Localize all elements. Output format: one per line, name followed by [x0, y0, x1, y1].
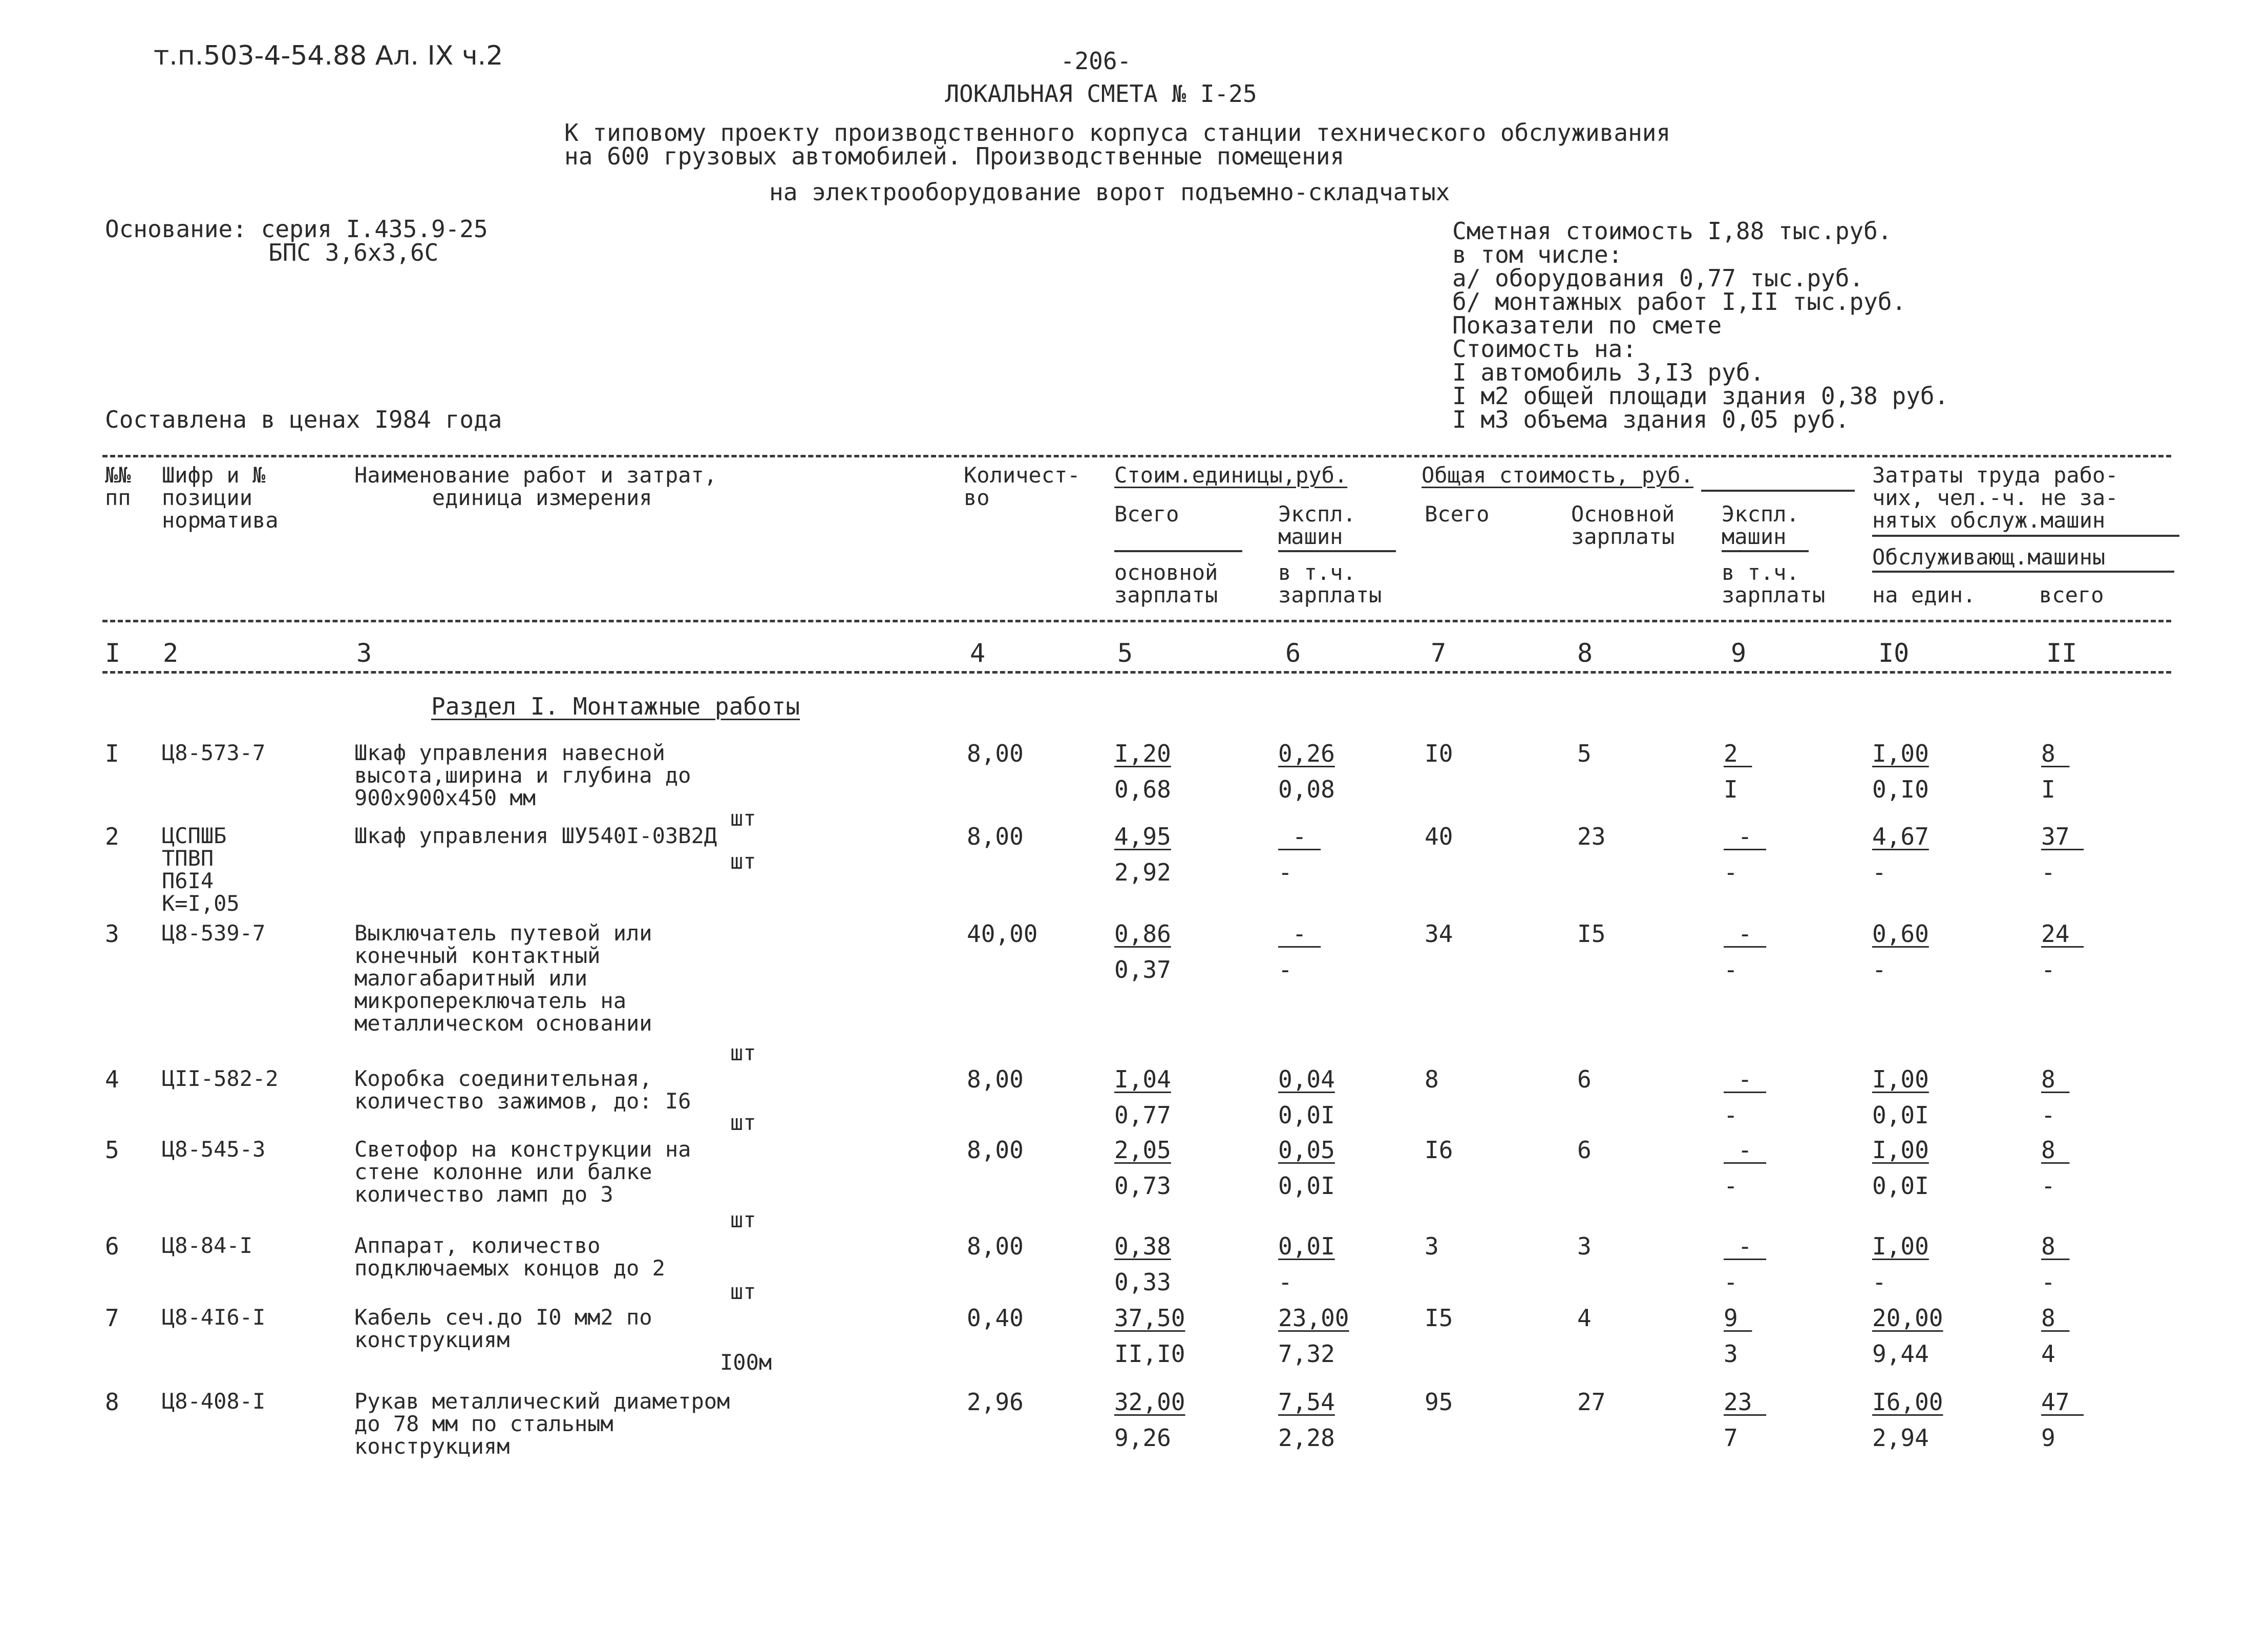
column-numbers-rule — [102, 671, 2171, 674]
cost-summary-line: Стоимость на: — [1452, 335, 1637, 363]
row-total-machines: 9 — [1724, 1304, 1752, 1332]
cost-summary-line: Показатели по смете — [1452, 311, 1722, 339]
row-quantity: 2,96 — [967, 1388, 1024, 1416]
row-unit-cost-total: 0,86 — [1114, 920, 1171, 948]
row-total-cost: I6 — [1425, 1136, 1453, 1164]
subtitle-line-1: К типовому проекту производственного корпуса станции технического обслуживания — [564, 119, 1671, 146]
row-total-machines-salary: - — [1724, 1268, 1738, 1296]
row-total-cost: I0 — [1425, 740, 1453, 767]
header-unit-total: Всего — [1114, 501, 1179, 527]
row-labor-per-unit-machines: 0,0I — [1872, 1101, 1929, 1129]
row-unit-cost-salary: 0,68 — [1114, 776, 1171, 803]
row-total-salary: 3 — [1577, 1232, 1592, 1260]
column-number: 4 — [970, 638, 986, 668]
column-number: 7 — [1431, 638, 1447, 668]
row-unit-cost-total: I,20 — [1114, 740, 1171, 767]
row-total-machines-salary: I — [1724, 776, 1738, 803]
row-quantity: 8,00 — [967, 1065, 1024, 1093]
column-number: 9 — [1731, 638, 1747, 668]
row-labor-total-machines: 4 — [2041, 1340, 2055, 1368]
row-labor-total-machines: - — [2041, 1172, 2055, 1200]
row-labor-per-unit-machines: - — [1872, 858, 1887, 886]
row-unit-cost-total: 32,00 — [1114, 1388, 1185, 1416]
row-unit: шт — [730, 1040, 756, 1065]
row-unit-cost-machines: 0,05 — [1278, 1136, 1335, 1164]
row-total-machines: - — [1724, 1232, 1767, 1260]
row-total-cost: 8 — [1425, 1065, 1439, 1093]
row-unit-cost-machines: 7,54 — [1278, 1388, 1335, 1416]
row-name: Выключатель путевой или конечный контактный малогабаритный или микропереключатель на металлическом основании — [354, 920, 652, 1036]
row-labor-total: 47 — [2041, 1388, 2084, 1416]
row-labor-per-unit: 0,60 — [1872, 920, 1929, 948]
row-number: 8 — [105, 1388, 119, 1416]
row-labor-per-unit-machines: 9,44 — [1872, 1340, 1929, 1368]
row-unit-cost-salary: 0,73 — [1114, 1172, 1171, 1200]
unit-total-rule — [1114, 550, 1242, 552]
row-unit-cost-machines: 0,26 — [1278, 740, 1335, 767]
header-col-quantity: Количест- во — [964, 463, 1080, 510]
row-total-machines-salary: - — [1724, 956, 1738, 983]
row-unit-cost-total: 2,05 — [1114, 1136, 1171, 1164]
row-name: Кабель сеч.до I0 мм2 по конструкциям — [354, 1305, 652, 1352]
row-labor-total-machines: - — [2041, 1101, 2055, 1129]
object-line: на электрооборудование ворот подъемно-складчатых — [769, 178, 1450, 206]
row-labor-total-machines: - — [2041, 858, 2055, 886]
row-name: Коробка соединительная, количество зажимов, до: I6 — [354, 1066, 691, 1114]
row-quantity: 8,00 — [967, 740, 1024, 767]
row-number: 5 — [105, 1136, 119, 1164]
header-col-name: Наименование работ и затрат, единица измерения — [354, 463, 717, 510]
row-unit-cost-machines: 0,0I — [1278, 1232, 1335, 1260]
row-total-cost: 95 — [1425, 1388, 1453, 1416]
row-unit-cost-machines-salary: 0,0I — [1278, 1101, 1335, 1129]
document-reference-code: т.п.503-4-54.88 Ал. IX ч.2 — [154, 40, 503, 71]
row-labor-total-machines: - — [2041, 956, 2055, 983]
column-number: I — [105, 638, 121, 668]
row-total-salary: 23 — [1577, 823, 1606, 850]
total-machines-rule — [1722, 550, 1809, 552]
row-unit: шт — [730, 849, 756, 874]
row-unit-cost-machines-salary: - — [1278, 858, 1292, 886]
cost-summary-line: в том числе: — [1452, 241, 1623, 268]
row-total-machines: 23 — [1724, 1388, 1767, 1416]
row-total-machines: 2 — [1724, 740, 1752, 767]
header-unit-machines-salary: в т.ч. зарплаты — [1278, 560, 1382, 607]
header-col-number: №№ пп — [105, 463, 131, 510]
cost-summary-line: а/ оборудования 0,77 тыс.руб. — [1452, 264, 1864, 292]
unit-machines-rule — [1278, 550, 1396, 552]
row-unit-cost-machines-salary: - — [1278, 1268, 1292, 1296]
row-labor-per-unit: 4,67 — [1872, 823, 1929, 850]
header-total-machines: Экспл. машин — [1722, 501, 1799, 549]
column-number: 6 — [1285, 638, 1301, 668]
row-labor-per-unit: I,00 — [1872, 1136, 1929, 1164]
row-total-salary: I5 — [1577, 920, 1606, 948]
total-cost-group-rule — [1701, 490, 1855, 492]
row-labor-per-unit: I6,00 — [1872, 1388, 1943, 1416]
row-unit-cost-machines: - — [1278, 823, 1321, 850]
row-total-salary: 4 — [1577, 1304, 1592, 1332]
row-quantity: 8,00 — [967, 823, 1024, 850]
row-unit-cost-total: 37,50 — [1114, 1304, 1185, 1332]
row-labor-total: 8 — [2041, 1065, 2070, 1093]
row-labor-per-unit-machines: 2,94 — [1872, 1424, 1929, 1452]
column-number: I0 — [1878, 638, 1910, 668]
row-labor-per-unit: I,00 — [1872, 1232, 1929, 1260]
table-top-rule — [102, 455, 2171, 457]
row-code: Ц8-408-I — [162, 1389, 266, 1414]
row-unit-cost-machines-salary: 7,32 — [1278, 1340, 1335, 1368]
row-labor-total: 8 — [2041, 1304, 2070, 1332]
row-unit-cost-salary: 2,92 — [1114, 858, 1171, 886]
row-code: Ц8-545-3 — [162, 1137, 266, 1162]
header-total: Всего — [1425, 501, 1490, 527]
header-labor-group: Затраты труда рабо- чих, чел.-ч. не за- нятых обслуж.машин — [1872, 463, 2118, 533]
column-number: 8 — [1577, 638, 1593, 668]
row-total-salary: 6 — [1577, 1136, 1592, 1164]
row-total-machines: - — [1724, 1065, 1767, 1093]
row-labor-per-unit: 20,00 — [1872, 1304, 1943, 1332]
row-unit-cost-total: I,04 — [1114, 1065, 1171, 1093]
prices-note: Составлена в ценах I984 года — [105, 406, 502, 433]
row-number: 3 — [105, 920, 119, 948]
row-total-machines-salary: - — [1724, 1101, 1738, 1129]
row-unit-cost-machines-salary: 2,28 — [1278, 1424, 1335, 1452]
cost-summary-line: I м3 объема здания 0,05 руб. — [1452, 406, 1850, 433]
row-unit: шт — [730, 806, 756, 831]
row-name: Аппарат, количество подключаемых концов до 2 — [354, 1233, 665, 1281]
row-total-machines: - — [1724, 823, 1767, 850]
row-unit-cost-salary: 9,26 — [1114, 1424, 1171, 1452]
row-labor-total: 8 — [2041, 740, 2070, 767]
row-labor-total: 37 — [2041, 823, 2084, 850]
row-name: Шкаф управления навесной высота,ширина и глубина до 900х900х450 мм — [354, 740, 691, 810]
row-labor-total-machines: I — [2041, 776, 2055, 803]
subtitle-line-2: на 600 грузовых автомобилей. Производственные помещения — [564, 142, 1345, 170]
table-header-rule — [102, 620, 2171, 622]
row-labor-per-unit-machines: - — [1872, 1268, 1887, 1296]
row-unit-cost-salary: II,I0 — [1114, 1340, 1185, 1368]
row-total-salary: 6 — [1577, 1065, 1592, 1093]
row-labor-per-unit: I,00 — [1872, 740, 1929, 767]
cost-summary-line: I автомобиль 3,I3 руб. — [1452, 359, 1765, 386]
row-unit: шт — [730, 1207, 756, 1232]
header-unit-cost-group: Стоим.единицы,руб. — [1114, 463, 1348, 488]
row-unit-cost-machines: 0,04 — [1278, 1065, 1335, 1093]
section-title: Раздел I. Монтажные работы — [431, 693, 800, 720]
column-number: 3 — [356, 638, 372, 668]
row-code: ЦСПШБ ТПВП П6I4 К=I,05 — [162, 823, 240, 916]
row-unit-cost-salary: 0,33 — [1114, 1268, 1171, 1296]
row-quantity: 8,00 — [967, 1136, 1024, 1164]
row-total-cost: 40 — [1425, 823, 1453, 850]
row-number: 2 — [105, 823, 119, 850]
row-code: Ц8-539-7 — [162, 920, 266, 946]
row-total-cost: 34 — [1425, 920, 1453, 948]
row-labor-total: 8 — [2041, 1136, 2070, 1164]
row-total-machines-salary: - — [1724, 1172, 1738, 1200]
row-unit-cost-machines-salary: - — [1278, 956, 1292, 983]
row-labor-total: 8 — [2041, 1232, 2070, 1260]
row-quantity: 0,40 — [967, 1304, 1024, 1332]
row-name: Рукав металлический диаметром до 78 мм по стальным конструкциям — [354, 1389, 730, 1459]
labor-group-rule — [1872, 535, 2179, 537]
row-labor-total: 24 — [2041, 920, 2084, 948]
row-name: Светофор на конструкции на стене колонне или балке количество ламп до 3 — [354, 1137, 691, 1207]
column-number: 5 — [1117, 638, 1133, 668]
row-total-machines-salary: - — [1724, 858, 1738, 886]
row-unit-cost-salary: 0,37 — [1114, 956, 1171, 983]
row-total-machines: - — [1724, 1136, 1767, 1164]
row-code: Ц8-573-7 — [162, 740, 266, 765]
row-unit: шт — [730, 1279, 756, 1304]
row-total-salary: 5 — [1577, 740, 1592, 767]
column-number: II — [2046, 638, 2078, 668]
row-total-machines: - — [1724, 920, 1767, 948]
row-total-cost: 3 — [1425, 1232, 1439, 1260]
row-unit-cost-total: 0,38 — [1114, 1232, 1171, 1260]
row-quantity: 40,00 — [967, 920, 1038, 948]
row-code: ЦII-582-2 — [162, 1066, 279, 1091]
row-labor-per-unit-machines: - — [1872, 956, 1887, 983]
row-quantity: 8,00 — [967, 1232, 1024, 1260]
header-unit-machines: Экспл. машин — [1278, 501, 1356, 549]
row-code: Ц8-84-I — [162, 1233, 253, 1258]
row-unit-cost-salary: 0,77 — [1114, 1101, 1171, 1129]
row-code: Ц8-4I6-I — [162, 1305, 266, 1330]
row-total-machines-salary: 7 — [1724, 1424, 1738, 1452]
header-total-base-salary: Основной зарплаты — [1571, 501, 1675, 549]
row-unit-cost-machines-salary: 0,08 — [1278, 776, 1335, 803]
basis-line-1: Основание: серия I.435.9-25 — [105, 215, 488, 243]
header-labor-total: всего — [2039, 582, 2104, 607]
cost-summary-line: Сметная стоимость I,88 тыс.руб. — [1452, 217, 1892, 245]
row-unit-cost-machines: 23,00 — [1278, 1304, 1349, 1332]
row-unit: шт — [730, 1110, 756, 1135]
row-unit: I00м — [720, 1350, 772, 1375]
row-unit-cost-machines-salary: 0,0I — [1278, 1172, 1335, 1200]
row-number: 7 — [105, 1304, 119, 1332]
row-labor-total-machines: 9 — [2041, 1424, 2055, 1452]
row-number: I — [105, 740, 119, 767]
document-title: ЛОКАЛЬНАЯ СМЕТА № I-25 — [945, 80, 1257, 108]
page-number: -206- — [1060, 47, 1132, 75]
row-total-cost: I5 — [1425, 1304, 1453, 1332]
cost-summary-line: I м2 общей площади здания 0,38 руб. — [1452, 382, 1949, 410]
column-number: 2 — [163, 638, 179, 668]
row-name: Шкаф управления ШУ540I-03В2Д — [354, 823, 717, 848]
header-col-code: Шифр и № позиции норматива — [162, 463, 279, 533]
row-number: 6 — [105, 1232, 119, 1260]
labor-machines-rule — [1872, 571, 2174, 573]
row-labor-per-unit-machines: 0,I0 — [1872, 776, 1929, 803]
header-total-machines-salary: в т.ч. зарплаты — [1722, 560, 1826, 607]
header-unit-base-salary: основной зарплаты — [1114, 560, 1218, 607]
row-unit-cost-machines: - — [1278, 920, 1321, 948]
row-labor-per-unit-machines: 0,0I — [1872, 1172, 1929, 1200]
row-labor-per-unit: I,00 — [1872, 1065, 1929, 1093]
header-labor-per-unit: на един. — [1872, 582, 1976, 607]
row-unit-cost-total: 4,95 — [1114, 823, 1171, 850]
row-total-salary: 27 — [1577, 1388, 1606, 1416]
header-total-cost-group: Общая стоимость, руб. — [1422, 463, 1694, 488]
row-total-machines-salary: 3 — [1724, 1340, 1738, 1368]
row-number: 4 — [105, 1065, 119, 1093]
cost-summary-line: б/ монтажных работ I,II тыс.руб. — [1452, 288, 1906, 316]
row-labor-total-machines: - — [2041, 1268, 2055, 1296]
header-labor-machines: Обслуживающ.машины — [1872, 544, 2106, 570]
basis-line-2: БПС 3,6х3,6С — [268, 239, 439, 266]
